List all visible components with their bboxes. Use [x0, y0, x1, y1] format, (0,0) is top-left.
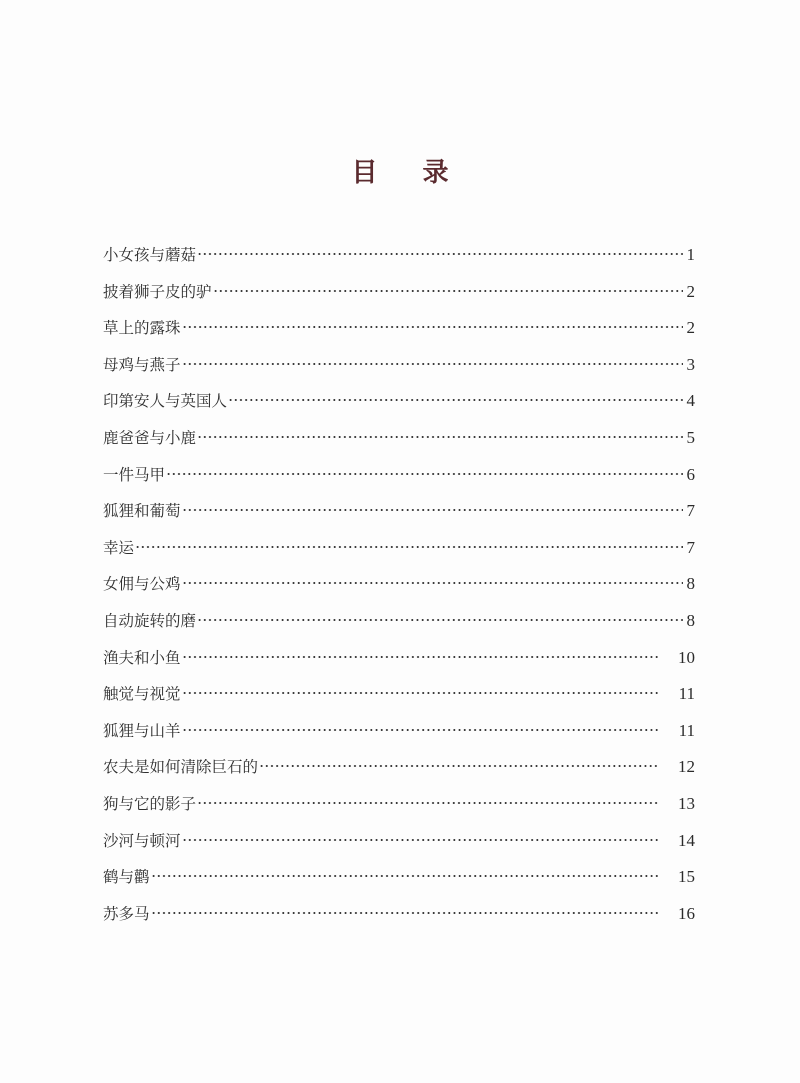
toc-entry-title: 小女孩与蘑菇 [103, 246, 197, 264]
toc-entry-page: 2 [686, 318, 695, 338]
toc-entry[interactable] [103, 240, 695, 277]
toc-entry-title: 农夫是如何清除巨石的 [103, 758, 259, 777]
toc-entry-page: 5 [686, 427, 695, 447]
toc-entry[interactable] [103, 679, 695, 716]
toc-entry-page: 13 [678, 793, 695, 813]
dot-leader [197, 435, 683, 439]
toc-entry-page: 11 [678, 720, 695, 740]
toc-entry-title: 披着狮子皮的驴 [103, 282, 212, 301]
toc-entry-page: 7 [686, 501, 695, 521]
toc-entry[interactable] [103, 386, 695, 423]
toc-entry-title: 狗与它的影子 [103, 794, 197, 813]
toc-entry-page: 6 [686, 464, 695, 484]
dot-leader [213, 289, 683, 293]
toc-entry[interactable] [103, 460, 695, 497]
toc-entry-title: 印第安人与英国人 [103, 392, 228, 411]
toc-entry[interactable] [103, 716, 695, 753]
dot-leader [182, 508, 683, 512]
toc-entry[interactable] [103, 423, 695, 460]
toc-entry-title: 一件马甲 [103, 465, 166, 484]
dot-leader [182, 691, 659, 695]
toc-entry-title: 渔夫和小鱼 [103, 648, 181, 667]
toc-entry-title: 狐狸和葡萄 [103, 502, 181, 521]
dot-leader [197, 618, 683, 622]
dot-leader [182, 325, 683, 329]
toc-entry-page: 8 [686, 610, 695, 630]
toc-entry[interactable] [103, 533, 695, 570]
toc-entry-page: 11 [678, 684, 695, 704]
toc-entry[interactable] [103, 752, 695, 789]
dot-leader [135, 545, 683, 549]
toc-entry-page: 2 [686, 281, 695, 301]
toc-entry[interactable] [103, 496, 695, 533]
dot-leader [259, 764, 658, 768]
toc-entry[interactable] [103, 789, 695, 826]
toc-entry[interactable] [103, 606, 695, 643]
dot-leader [182, 362, 683, 366]
toc-entry-page: 15 [678, 867, 695, 887]
toc-entry-title: 幸运 [103, 538, 135, 557]
toc-entry-title: 鹿爸爸与小鹿 [103, 428, 197, 447]
toc-entry-title: 触觉与视觉 [103, 685, 181, 704]
dot-leader [197, 801, 658, 805]
toc-entry[interactable] [103, 643, 695, 680]
toc-entry-page: 4 [686, 391, 695, 411]
toc-entry[interactable] [103, 350, 695, 387]
toc-entry-title: 沙河与顿河 [103, 831, 181, 850]
toc-entry[interactable] [103, 569, 695, 606]
toc-entry[interactable] [103, 313, 695, 350]
table-of-contents [103, 240, 695, 935]
toc-entry-title: 女佣与公鸡 [103, 575, 181, 594]
toc-entry-page: 12 [678, 757, 695, 777]
toc-entry-title: 母鸡与燕子 [103, 355, 181, 374]
toc-entry-title: 草上的露珠 [103, 319, 181, 338]
dot-leader [182, 838, 658, 842]
toc-entry-page: 14 [678, 830, 695, 850]
toc-entry-title: 苏多马 [103, 904, 150, 923]
dot-leader [151, 874, 658, 878]
toc-entry-page: 3 [686, 354, 695, 374]
toc-entry-page: 10 [678, 647, 695, 667]
toc-entry[interactable] [103, 277, 695, 314]
dot-leader [182, 655, 658, 659]
dot-leader [182, 728, 659, 732]
dot-leader [197, 252, 683, 256]
toc-entry-page: 7 [686, 537, 695, 557]
toc-entry-title: 鹤与鹳 [103, 868, 150, 887]
toc-entry-title: 狐狸与山羊 [103, 721, 181, 740]
dot-leader [228, 398, 683, 402]
toc-entry[interactable] [103, 899, 695, 936]
dot-leader [182, 581, 683, 585]
toc-entry-page: 16 [678, 903, 695, 923]
toc-title: 目 录 [351, 158, 467, 188]
toc-entry-page: 8 [686, 574, 695, 594]
toc-entry[interactable] [103, 826, 695, 863]
dot-leader [166, 472, 683, 476]
dot-leader [151, 911, 658, 915]
toc-entry-page: 1 [686, 245, 695, 264]
toc-entry-title: 自动旋转的磨 [103, 611, 197, 630]
toc-entry[interactable] [103, 862, 695, 899]
